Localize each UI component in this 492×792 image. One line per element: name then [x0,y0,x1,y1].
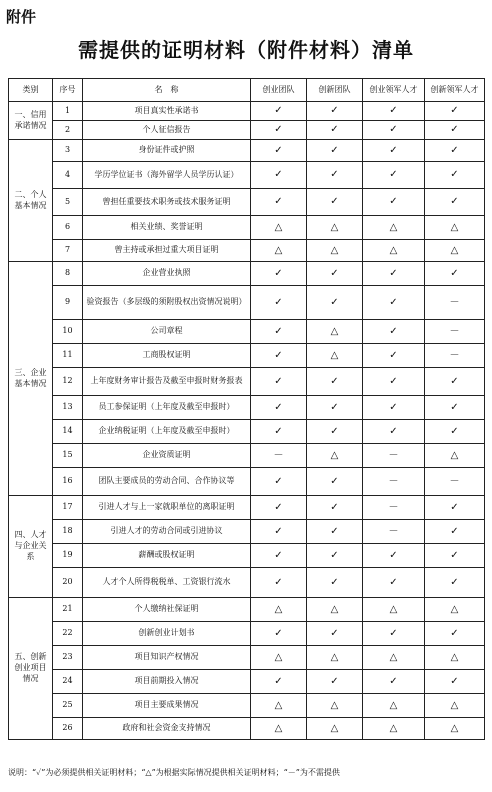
row-number: 17 [53,496,83,520]
material-name: 曾担任重要技术职务或技术服务证明 [83,189,251,216]
row-number: 9 [53,286,83,320]
requirement-mark: ✓ [425,162,485,189]
requirement-mark: ✓ [363,320,425,344]
requirement-mark: ✓ [425,622,485,646]
table-row [9,694,485,718]
material-name: 工商股权证明 [83,344,251,368]
row-number: 25 [53,694,83,718]
requirement-mark: △ [425,718,485,740]
material-name: 企业营业执照 [83,262,251,286]
requirement-mark: ✓ [251,468,307,496]
requirement-mark: ✓ [307,420,363,444]
table-row [9,368,485,396]
requirement-mark: ✓ [425,396,485,420]
requirement-mark: ✓ [425,262,485,286]
table-body [9,102,485,740]
table-row [9,396,485,420]
requirement-mark: － [363,520,425,544]
table-row [9,646,485,670]
requirement-mark: ✓ [307,468,363,496]
requirement-mark: － [425,320,485,344]
requirement-mark: ✓ [307,544,363,568]
requirement-mark: ✓ [363,189,425,216]
footer-note: 说明：“✓”为必须提供相关证明材料；“△”为根据实际情况提供相关证明材料；“－”为不需提供 [8,768,340,777]
row-number: 7 [53,240,83,262]
requirement-mark: ✓ [307,262,363,286]
requirement-mark: ✓ [307,140,363,162]
requirement-mark: － [425,344,485,368]
requirement-mark: － [363,496,425,520]
requirement-mark: ✓ [307,368,363,396]
material-name: 薪酬或股权证明 [83,544,251,568]
material-name: 个人缴纳社保证明 [83,598,251,622]
table-row [9,162,485,189]
requirement-mark: ✓ [251,344,307,368]
requirement-mark: － [363,468,425,496]
row-number: 19 [53,544,83,568]
requirement-mark: △ [363,240,425,262]
row-number: 18 [53,520,83,544]
column-header: 创新团队 [307,79,363,102]
requirement-mark: ✓ [363,140,425,162]
requirement-mark: ✓ [251,496,307,520]
requirement-mark: ✓ [307,121,363,140]
requirement-mark: ✓ [363,670,425,694]
requirement-mark: ✓ [307,520,363,544]
requirement-mark: △ [307,320,363,344]
requirement-mark: ✓ [363,544,425,568]
material-name: 学历学位证书（海外留学人员学历认证） [83,162,251,189]
requirement-mark: △ [307,646,363,670]
requirement-mark: △ [251,646,307,670]
row-number: 26 [53,718,83,740]
requirement-mark: － [363,444,425,468]
requirement-mark: ✓ [363,344,425,368]
requirement-mark: △ [363,216,425,240]
row-number: 2 [53,121,83,140]
requirement-mark: △ [251,718,307,740]
table-row [9,140,485,162]
requirement-mark: ✓ [425,520,485,544]
table-row [9,468,485,496]
material-name: 项目知识产权情况 [83,646,251,670]
requirement-mark: ✓ [307,286,363,320]
material-name: 人才个人所得税税单、工资银行流水 [83,568,251,598]
requirement-mark: △ [307,598,363,622]
requirement-mark: ✓ [425,496,485,520]
row-number: 8 [53,262,83,286]
page-label: 附件 [6,8,37,26]
requirement-mark: ✓ [307,102,363,121]
document-title: 需提供的证明材料（附件材料）清单 [78,38,414,62]
row-number: 20 [53,568,83,598]
requirement-mark: ✓ [251,140,307,162]
row-number: 12 [53,368,83,396]
table-row [9,286,485,320]
requirement-mark: △ [425,694,485,718]
requirement-mark: ✓ [251,670,307,694]
requirement-mark: － [251,444,307,468]
material-name: 引进人才与上一家就职单位的离职证明 [83,496,251,520]
column-header: 创业团队 [251,79,307,102]
requirement-mark: ✓ [307,496,363,520]
requirement-mark: ✓ [307,162,363,189]
material-name: 项目主要成果情况 [83,694,251,718]
material-name: 个人征信报告 [83,121,251,140]
row-number: 5 [53,189,83,216]
requirement-mark: △ [425,598,485,622]
requirement-mark: － [425,468,485,496]
requirement-mark: ✓ [425,189,485,216]
requirement-mark: ✓ [363,420,425,444]
row-number: 4 [53,162,83,189]
requirement-mark: △ [363,646,425,670]
row-number: 21 [53,598,83,622]
category-cell: 三、企业 基本情况 [9,262,53,496]
requirement-mark: ✓ [307,396,363,420]
category-cell: 四、人才 与企业关 系 [9,496,53,598]
material-name: 上年度财务审计报告及截至申报时财务报表 [83,368,251,396]
requirement-mark: △ [363,598,425,622]
requirement-mark: ✓ [251,102,307,121]
material-name: 企业纳税证明（上年度及截至申报时） [83,420,251,444]
table-row [9,121,485,140]
requirement-mark: ✓ [251,286,307,320]
material-name: 身份证件或护照 [83,140,251,162]
requirement-mark: △ [251,598,307,622]
requirement-mark: ✓ [425,102,485,121]
row-number: 6 [53,216,83,240]
requirement-mark: ✓ [425,670,485,694]
material-name: 验资报告（多层级的须附股权出资情况说明） [83,286,251,320]
material-name: 公司章程 [83,320,251,344]
requirement-mark: ✓ [251,520,307,544]
requirement-mark: ✓ [251,622,307,646]
requirement-mark: ✓ [363,396,425,420]
row-number: 15 [53,444,83,468]
requirement-mark: △ [363,718,425,740]
requirement-mark: ✓ [425,544,485,568]
requirement-mark: △ [425,444,485,468]
material-name: 政府和社会资金支持情况 [83,718,251,740]
row-number: 11 [53,344,83,368]
category-cell: 五、创新 创业项目 情况 [9,598,53,740]
column-header: 创新领军人才 [425,79,485,102]
requirement-mark: － [425,286,485,320]
row-number: 24 [53,670,83,694]
requirement-mark: ✓ [363,568,425,598]
table-row [9,444,485,468]
table-row [9,718,485,740]
requirement-mark: △ [425,216,485,240]
column-header: 名 称 [83,79,251,102]
requirement-mark: ✓ [251,262,307,286]
material-name: 项目真实性承诺书 [83,102,251,121]
column-header: 类别 [9,79,53,102]
requirement-mark: △ [307,718,363,740]
requirement-mark: ✓ [251,396,307,420]
table-row [9,568,485,598]
table-row [9,496,485,520]
material-name: 团队主要成员的劳动合同、合作协议等 [83,468,251,496]
requirement-mark: ✓ [307,622,363,646]
table-row [9,520,485,544]
requirement-mark: ✓ [251,544,307,568]
row-number: 16 [53,468,83,496]
requirement-mark: ✓ [251,420,307,444]
material-name: 项目前期投入情况 [83,670,251,694]
material-name: 企业资质证明 [83,444,251,468]
requirement-mark: ✓ [425,140,485,162]
material-name: 员工参保证明（上年度及截至申报时） [83,396,251,420]
table-row [9,216,485,240]
requirement-mark: △ [307,216,363,240]
row-number: 1 [53,102,83,121]
requirement-mark: ✓ [425,368,485,396]
requirement-mark: ✓ [363,121,425,140]
requirement-mark: ✓ [425,121,485,140]
category-cell: 二、个人 基本情况 [9,140,53,262]
row-number: 10 [53,320,83,344]
material-name: 创新创业计划书 [83,622,251,646]
table-row [9,189,485,216]
row-number: 13 [53,396,83,420]
requirement-mark: △ [307,344,363,368]
row-number: 23 [53,646,83,670]
row-number: 14 [53,420,83,444]
requirement-mark: △ [425,240,485,262]
requirement-mark: △ [307,240,363,262]
row-number: 22 [53,622,83,646]
requirement-mark: △ [251,216,307,240]
requirement-mark: ✓ [251,368,307,396]
requirement-mark: ✓ [307,670,363,694]
category-cell: 一、信用 承诺情况 [9,102,53,140]
requirement-mark: ✓ [307,189,363,216]
requirement-mark: △ [251,240,307,262]
requirement-mark: ✓ [251,568,307,598]
requirement-mark: △ [363,694,425,718]
table-row [9,344,485,368]
requirement-mark: ✓ [425,568,485,598]
requirement-mark: ✓ [363,622,425,646]
material-name: 曾主持或承担过重大项目证明 [83,240,251,262]
requirement-mark: ✓ [251,320,307,344]
table-row [9,622,485,646]
column-header: 序号 [53,79,83,102]
requirement-mark: ✓ [363,102,425,121]
material-name: 相关业绩、奖誉证明 [83,216,251,240]
table-row [9,240,485,262]
requirement-mark: ✓ [251,189,307,216]
requirement-mark: △ [307,694,363,718]
requirement-mark: ✓ [363,262,425,286]
table-row [9,544,485,568]
material-name: 引进人才的劳动合同或引进协议 [83,520,251,544]
table-row [9,598,485,622]
requirement-mark: △ [251,694,307,718]
row-number: 3 [53,140,83,162]
requirement-mark: ✓ [251,121,307,140]
requirement-mark: ✓ [251,162,307,189]
table-row [9,320,485,344]
requirement-mark: ✓ [363,286,425,320]
column-header: 创业领军人才 [363,79,425,102]
requirement-mark: △ [425,646,485,670]
table-row [9,102,485,121]
requirement-mark: ✓ [363,162,425,189]
requirement-mark: ✓ [307,568,363,598]
table-row [9,670,485,694]
requirement-mark: △ [307,444,363,468]
requirement-mark: ✓ [425,420,485,444]
materials-table [8,78,485,740]
table-header-row [9,79,485,102]
table-row [9,262,485,286]
requirement-mark: ✓ [363,368,425,396]
table-row [9,420,485,444]
